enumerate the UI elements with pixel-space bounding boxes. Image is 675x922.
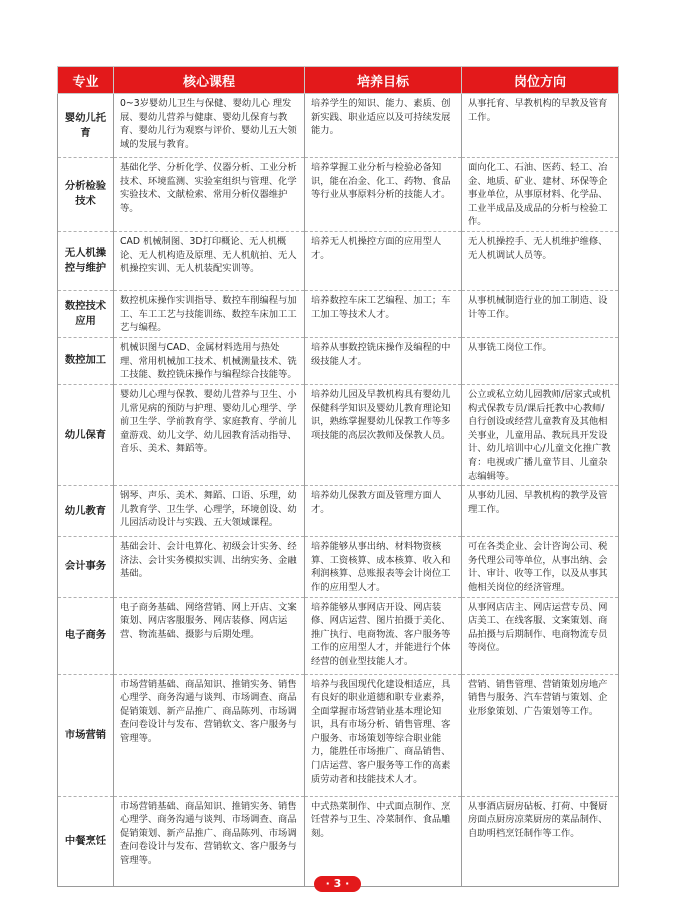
courses-cell: 钢琴、声乐、美术、舞蹈、口语、乐理，幼儿教育学、卫生学、心理学，环境创设、幼儿园活动设计与实践、五大领域课程。	[114, 486, 305, 537]
major-cell: 数控加工	[58, 337, 114, 384]
positions-cell: 可在各类企业、会计咨询公司、税务代理公司等单位，从事出纳、会计、审计、收等工作，以及从事其他相关岗位的经济管理。	[462, 537, 619, 597]
page-number: · 3 ·	[314, 876, 361, 892]
positions-cell: 从事机械制造行业的加工制造、设计等工作。	[462, 290, 619, 337]
table-row	[58, 290, 619, 337]
table-row	[58, 231, 619, 290]
header-major: 专业	[58, 67, 114, 94]
header-courses: 核心课程	[114, 67, 305, 94]
goals-cell: 培养从事数控铣床操作及编程的中级技能人才。	[305, 337, 462, 384]
courses-cell: 数控机床操作实训指导、数控车削编程与加工、车工工艺与技能训练、数控车床加工工艺与编程。	[114, 290, 305, 337]
goals-cell: 中式热菜制作、中式面点制作、烹饪营养与卫生、冷菜制作、食品雕刻。	[305, 796, 462, 886]
goals-cell: 培养掌握工业分析与检验必备知识，能在冶金、化工、药物、食品等行业从事原料分析的技能人才。	[305, 158, 462, 232]
courses-cell: 0~3岁婴幼儿卫生与保健、婴幼儿心 理发展、婴幼儿营养与健康、婴幼儿保育与教育、婴幼儿行为观察与评价、婴幼儿五大领域的发展与教育。	[114, 94, 305, 158]
major-cell: 无人机操控与维护	[58, 231, 114, 290]
goals-cell: 培养幼儿保教方面及管理方面人才。	[305, 486, 462, 537]
positions-cell: 从事网店店主、网店运营专员、网店美工、在线客服、文案策划、商品拍摄与后期制作、电商物流专员等岗位。	[462, 597, 619, 674]
table-row	[58, 674, 619, 796]
major-cell: 中餐烹饪	[58, 796, 114, 886]
goals-cell: 培养数控车床工艺编程、加工；车工加工等技术人才。	[305, 290, 462, 337]
positions-cell: 从事托育、早教机构的早教及管育工作。	[462, 94, 619, 158]
courses-cell: 市场营销基础、商品知识、推销实务、销售心理学、商务沟通与谈判、市场调查、商品促销策划、新产品推广、商品陈列、市场调查问卷设计与发布、营销软文、客户服务与管理等。	[114, 796, 305, 886]
positions-cell: 无人机操控手、无人机维护维修、无人机调试人员等。	[462, 231, 619, 290]
table-row	[58, 486, 619, 537]
courses-cell: 机械识图与CAD、金属材料选用与热处理、常用机械加工技术、机械测量技术、铣工技能、数控铣床操作与编程综合技能等。	[114, 337, 305, 384]
positions-cell: 从事酒店厨房砧板、打荷、中餐厨房面点厨房凉菜厨房的菜品制作、自助明档烹饪制作等工作。	[462, 796, 619, 886]
positions-cell: 公立或私立幼儿园教师/居家式或机构式保教专员/课后托教中心教师/自行创设或经营儿童教育及其他相关事业，儿童用品、教玩具开发设计、幼儿培训中心/儿童文化推广教育：电视或广播儿童节目、儿童杂志编辑等。	[462, 384, 619, 485]
major-cell: 婴幼儿托育	[58, 94, 114, 158]
major-cell: 分析检验技术	[58, 158, 114, 232]
table-row	[58, 796, 619, 886]
courses-cell: 基础会计、会计电算化、初级会计实务、经济法、会计实务模拟实训、出纳实务、金融基础。	[114, 537, 305, 597]
major-cell: 数控技术应用	[58, 290, 114, 337]
table-header-row	[58, 67, 619, 94]
goals-cell: 培养能够从事网店开设、网店装修、网店运营、图片拍摄于美化、推广执行、电商物流、客户服务等工作的应用型人才，并能进行个体经营的创业型技能人才。	[305, 597, 462, 674]
positions-cell: 从事铣工岗位工作。	[462, 337, 619, 384]
header-goals: 培养目标	[305, 67, 462, 94]
table-row	[58, 537, 619, 597]
major-cell: 会计事务	[58, 537, 114, 597]
courses-cell: 基础化学、分析化学、仪器分析、工业分析技术、环境监测、实验室组织与管理、化学实验技术、文献检索、常用分析仪器维护等。	[114, 158, 305, 232]
table-row	[58, 158, 619, 232]
major-cell: 幼儿保育	[58, 384, 114, 485]
courses-cell: 婴幼儿心理与保教、婴幼儿营养与卫生、小儿常见病的预防与护理、婴幼儿心理学、学前卫生学、学前教育学、家庭教育、学前儿童游戏、幼儿文学、幼儿园教育活动指导、音乐、美术、舞蹈等。	[114, 384, 305, 485]
table-row	[58, 337, 619, 384]
goals-cell: 培养幼儿园及早教机构具有婴幼儿保健科学知识及婴幼儿教育理论知识，熟练掌握婴幼儿保教工作等多项技能的高层次教师及保教人员。	[305, 384, 462, 485]
table-row	[58, 94, 619, 158]
courses-cell: 电子商务基础、网络营销、网上开店、文案策划、网店客服服务、网店装修、网店运营、物流基础、摄影与后期处理。	[114, 597, 305, 674]
major-cell: 电子商务	[58, 597, 114, 674]
major-cell: 幼儿教育	[58, 486, 114, 537]
courses-cell: CAD 机械制图、3D打印概论、无人机概论、无人机构造及原理、无人机航拍、无人机操控实训、无人机装配实训等。	[114, 231, 305, 290]
programs-table	[57, 66, 619, 887]
goals-cell: 培养无人机操控方面的应用型人才。	[305, 231, 462, 290]
goals-cell: 培养学生的知识、能力、素质、创新实践、职业适应以及可持续发展能力。	[305, 94, 462, 158]
positions-cell: 从事幼儿园、早教机构的教学及管理工作。	[462, 486, 619, 537]
major-cell: 市场营销	[58, 674, 114, 796]
table-row	[58, 384, 619, 485]
goals-cell: 培养与我国现代化建设相适应，具有良好的职业道德和职专业素养，全面掌握市场营销业基本理论知识，具有市场分析、销售管理、客户服务、市场策划等综合职业能力，能胜任市场推广、商品销售、门店运营、客户服务等工作的高素质劳动者和技能技术人才。	[305, 674, 462, 796]
header-positions: 岗位方向	[462, 67, 619, 94]
table-row	[58, 597, 619, 674]
courses-cell: 市场营销基础、商品知识、推销实务、销售心理学、商务沟通与谈判、市场调查、商品促销策划、新产品推广、商品陈列、市场调查问卷设计与发布、营销软文、客户服务与管理等。	[114, 674, 305, 796]
goals-cell: 培养能够从事出纳、材料物资核算、工资核算、成本核算、收入和利润核算、总账报表等会计岗位工作的应用型人才。	[305, 537, 462, 597]
positions-cell: 营销、销售管理、营销策划房地产销售与服务、汽车营销与策划、企业形象策划、广告策划等工作。	[462, 674, 619, 796]
positions-cell: 面向化工、石油、医药、轻工、冶金、地质、矿业、建材、环保等企事业单位，从事原材料、化学品、工业半成品及成品的分析与检验工作。	[462, 158, 619, 232]
